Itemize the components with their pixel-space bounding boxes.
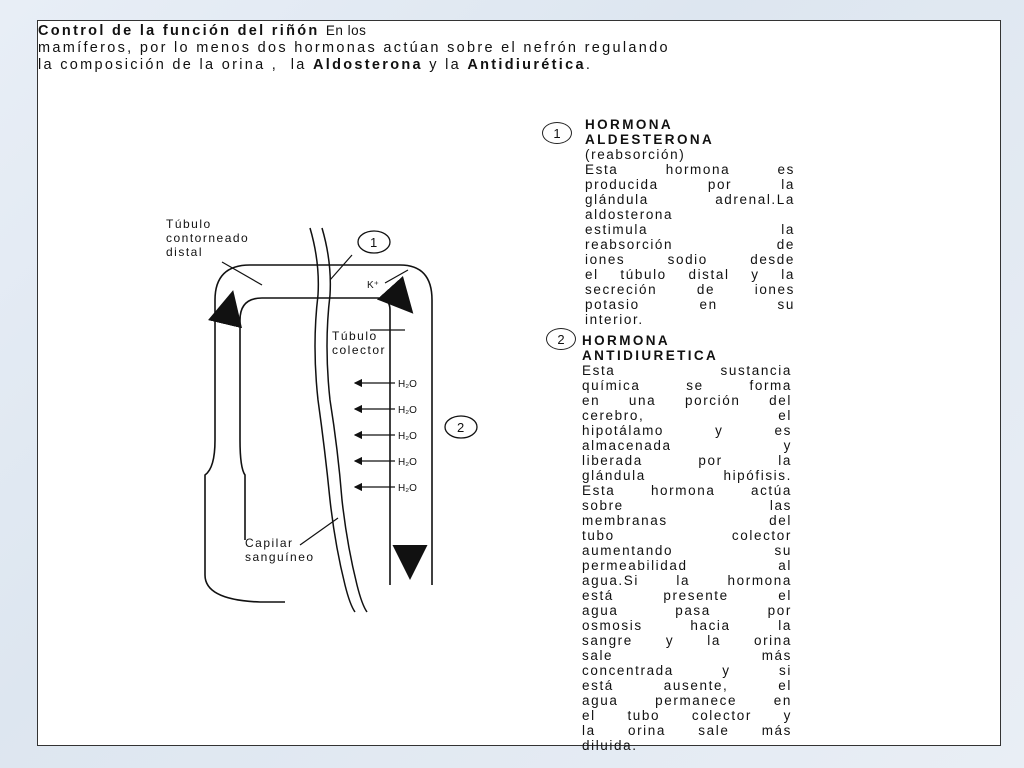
section2-text-line: permeabilidad al	[582, 558, 792, 573]
label-tubulo-colector-1: Túbulo	[332, 329, 378, 343]
section1-text	[585, 117, 795, 327]
label-capilar-2: sanguíneo	[245, 550, 315, 564]
section2-text-line: sobre las	[582, 498, 792, 513]
label-tubulo-distal-3: distal	[166, 245, 204, 259]
h2o-label-5: H₂O	[398, 483, 417, 494]
section1-title-line: ALDESTERONA	[585, 132, 715, 147]
header-title-tail: En los	[325, 23, 367, 38]
diagram-marker-1: 1	[370, 235, 378, 250]
section2-text-line: concentrada y si	[582, 663, 792, 678]
header-antidiuretica: Antidiurética	[467, 57, 586, 73]
section2-text-line: el tubo colector y	[582, 708, 792, 723]
section1-text-line: producida por la	[585, 177, 795, 192]
h2o-arrows	[355, 383, 395, 487]
section2-text	[582, 333, 792, 753]
section1-title-line: HORMONA	[585, 117, 674, 132]
section2-text-line: almacenada y	[582, 438, 792, 453]
section1-text-line: estimula la	[585, 222, 795, 237]
section2-text-line: membranas del	[582, 513, 792, 528]
diagram-marker-2: 2	[457, 420, 465, 435]
section2-text-line: tubo colector	[582, 528, 792, 543]
section2-text-line: química se forma	[582, 378, 792, 393]
section2-title-line: ANTIDIURETICA	[582, 348, 719, 363]
section1-text-line: (reabsorción)	[585, 147, 686, 162]
pointer-capilar	[300, 518, 338, 545]
section2-text-line: está ausente, el	[582, 678, 792, 693]
section2-text-line: agua pasa por	[582, 603, 792, 618]
flow-arrow-up	[226, 295, 232, 320]
k-arrow	[385, 270, 408, 283]
header-line-3a: la composición de la orina , la	[38, 57, 313, 73]
section2-text-line: Esta hormona actúa	[582, 483, 792, 498]
section2-text-line: la orina sale más	[582, 723, 792, 738]
label-tubulo-distal-1: Túbulo	[166, 217, 212, 231]
section2-text-line: agua.Si la hormona	[582, 573, 792, 588]
header-line-3b: y la	[422, 57, 468, 73]
label-capilar-1: Capilar	[245, 536, 294, 550]
header-line-2: mamíferos, por lo menos dos hormonas actúan sobre el nefrón regulando	[38, 40, 670, 56]
section2-text-line: hipotálamo y es	[582, 423, 792, 438]
h2o-label-4: H₂O	[398, 457, 417, 468]
section2-text-line: Esta sustancia	[582, 363, 792, 378]
section2-text-line: osmosis hacia la	[582, 618, 792, 633]
section1-text-line: aldosterona	[585, 207, 674, 222]
section1-text-line: potasio en su	[585, 297, 795, 312]
label-tubulo-colector-2: colector	[332, 343, 387, 357]
section2-text-line: liberada por la	[582, 453, 792, 468]
label-tubulo-distal-2: contorneado	[166, 231, 250, 245]
pointer-marker-1	[330, 255, 352, 280]
section1-text-line: secreción de iones	[585, 282, 795, 297]
section1-text-line: interior.	[585, 312, 644, 327]
h2o-label-1: H₂O	[398, 379, 417, 390]
label-k-ion: K⁺	[367, 280, 379, 291]
h2o-label-3: H₂O	[398, 431, 417, 442]
section1-text-line: el túbulo distal y la	[585, 267, 795, 282]
section1-text-line: reabsorción de	[585, 237, 795, 252]
section2-text-line: sangre y la orina	[582, 633, 792, 648]
section2-title-line: HORMONA	[582, 333, 671, 348]
header-line-3c: .	[585, 57, 593, 73]
section2-text-line: en una porción del	[582, 393, 792, 408]
section1-marker: 1	[542, 122, 572, 144]
h2o-label-2: H₂O	[398, 405, 417, 416]
section2-text-line: cerebro, el	[582, 408, 792, 423]
section1-text-line: iones sodio desde	[585, 252, 795, 267]
flow-arrow-right-down	[392, 290, 410, 310]
section1-text-line: glándula adrenal.La	[585, 192, 795, 207]
section2-text-line: está presente el	[582, 588, 792, 603]
section2-text-line: glándula hipófisis.	[582, 468, 792, 483]
section2-text-line: diluida.	[582, 738, 638, 753]
section2-marker: 2	[546, 328, 576, 350]
header-title: Control de la función del riñón	[38, 23, 320, 39]
header-aldosterona: Aldosterona	[312, 57, 423, 73]
ascending-limb-lower-inner	[240, 440, 245, 540]
section1-text-line: Esta hormona es	[585, 162, 795, 177]
section2-text-line: sale más	[582, 648, 792, 663]
section2-text-line: agua permanece en	[582, 693, 792, 708]
section2-text-line: aumentando su	[582, 543, 792, 558]
capillary-line-b	[322, 228, 367, 612]
